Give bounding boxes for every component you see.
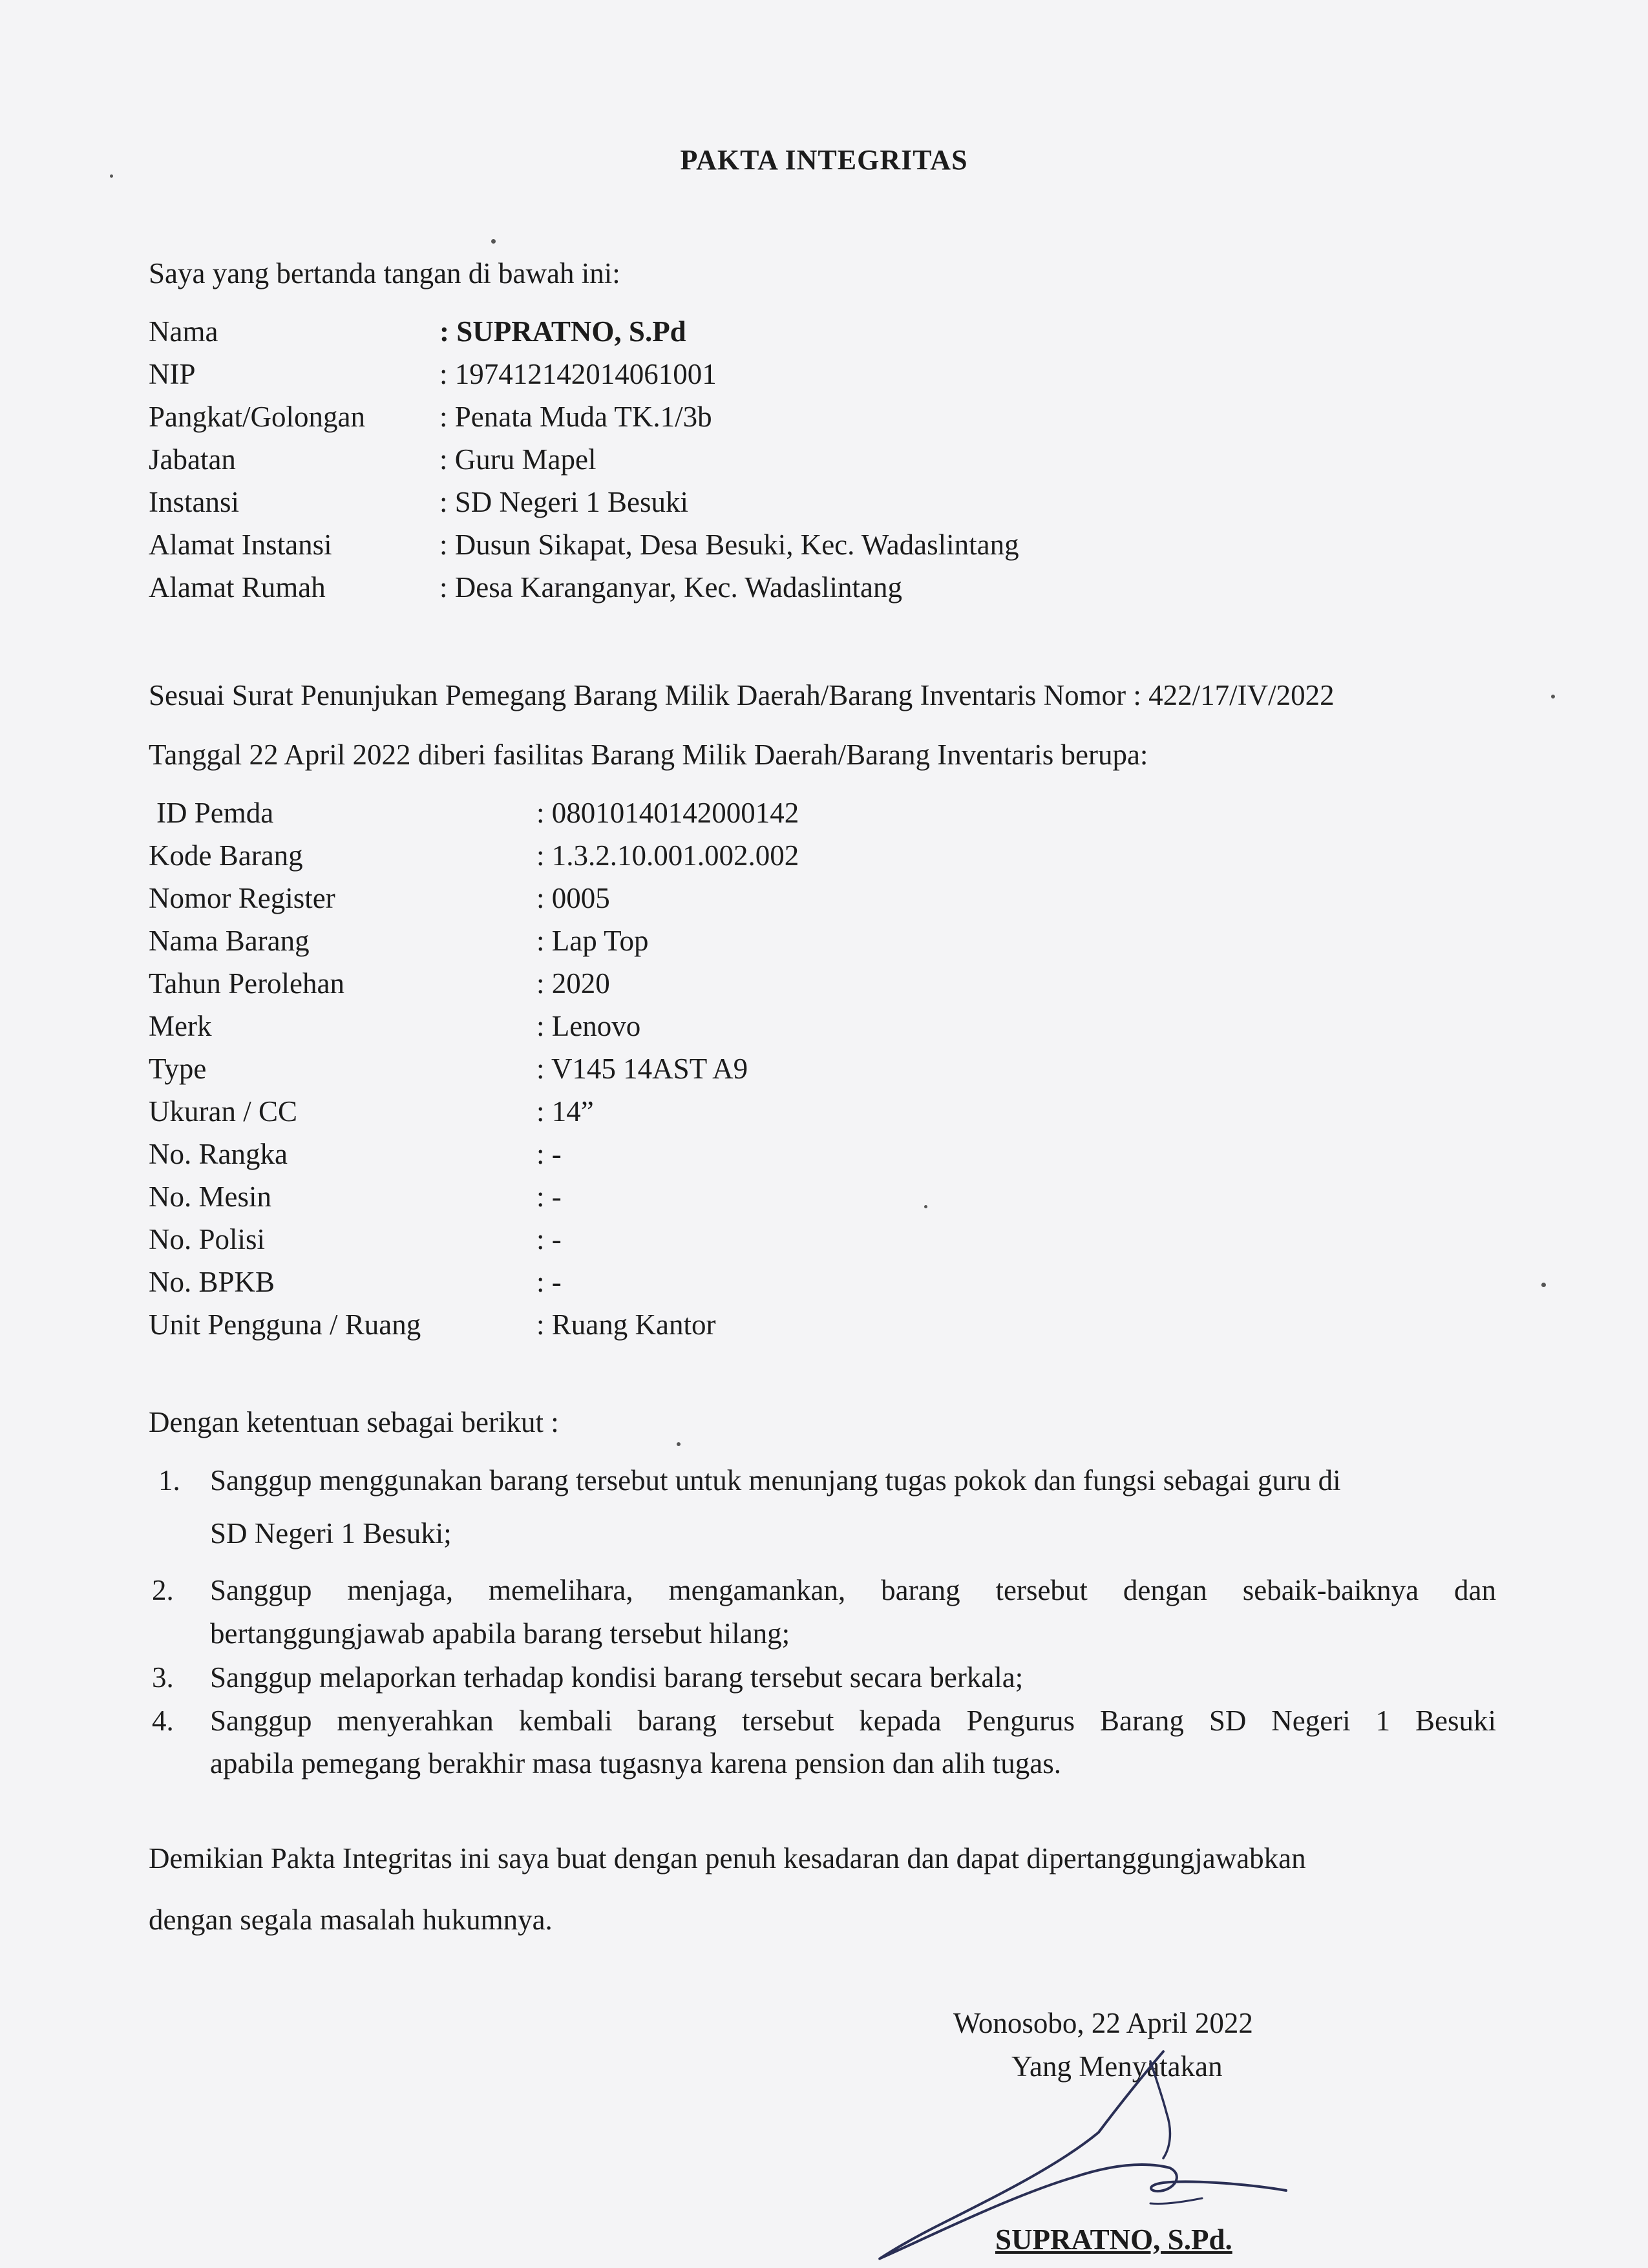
closing-line-2: dengan segala masalah hukumnya. (149, 1904, 553, 1936)
item-value: : V145 14AST A9 (536, 1053, 748, 1085)
document-title: PAKTA INTEGRITAS (680, 144, 968, 176)
identity-label: Jabatan (149, 443, 236, 476)
item-label: Unit Pengguna / Ruang (149, 1308, 421, 1341)
item-label: Nomor Register (149, 882, 335, 914)
term-text: Sanggup menyerahkan kembali barang tersebut kepada Pengurus Barang SD Negeri 1 Besuki (210, 1705, 1496, 1737)
signature-stroke (1150, 2061, 1170, 2158)
reference-text: Sesuai Surat Penunjukan Pemegang Barang Milik Daerah/Barang Inventaris Nomor : 422/17/IV/2022 (149, 679, 1335, 711)
signature-role: Yang Menyatakan (1011, 2050, 1223, 2083)
term-number: 4. (152, 1705, 174, 1737)
term-number: 3. (152, 1661, 174, 1694)
terms-intro: Dengan ketentuan sebagai berikut : (149, 1406, 559, 1438)
identity-value: : SD Negeri 1 Besuki (439, 486, 688, 518)
identity-value: : 197412142014061001 (439, 358, 717, 390)
item-label: No. BPKB (149, 1266, 275, 1298)
identity-label: NIP (149, 358, 196, 390)
scan-speck (491, 239, 496, 244)
item-value: : Ruang Kantor (536, 1308, 716, 1341)
item-value: : Lap Top (536, 925, 649, 957)
item-value: : - (536, 1266, 562, 1298)
item-label: ID Pemda (156, 797, 274, 829)
identity-value: : Dusun Sikapat, Desa Besuki, Kec. Wadaslintang (439, 529, 1019, 561)
item-label: No. Mesin (149, 1181, 271, 1213)
item-value: : - (536, 1138, 562, 1170)
signature-stroke (1150, 2198, 1202, 2204)
term-number: 2. (152, 1574, 174, 1606)
identity-value: : SUPRATNO, S.Pd (439, 315, 686, 348)
identity-label: Alamat Rumah (149, 571, 326, 604)
signature-name: SUPRATNO, S.Pd. (995, 2223, 1232, 2256)
identity-label: Instansi (149, 486, 239, 518)
item-label: Type (149, 1053, 207, 1085)
item-label: Nama Barang (149, 925, 310, 957)
scan-speck (677, 1442, 681, 1446)
identity-value: : Guru Mapel (439, 443, 597, 476)
scan-speck (1551, 695, 1555, 698)
date-line: Tanggal 22 April 2022 diberi fasilitas Barang Milik Daerah/Barang Inventaris berupa: (149, 739, 1148, 771)
intro-text: Saya yang bertanda tangan di bawah ini: (149, 257, 620, 289)
term-number: 1. (158, 1464, 180, 1496)
identity-value: : Penata Muda TK.1/3b (439, 401, 712, 433)
item-value: : 14” (536, 1095, 594, 1128)
item-label: Ukuran / CC (149, 1095, 297, 1128)
term-text: Sanggup menggunakan barang tersebut untuk menunjang tugas pokok dan fungsi sebagai guru di (210, 1464, 1341, 1496)
identity-label: Alamat Instansi (149, 529, 332, 561)
scan-speck (110, 174, 113, 178)
scan-speck (924, 1205, 927, 1208)
identity-label: Nama (149, 315, 218, 348)
term-text: SD Negeri 1 Besuki; (210, 1517, 452, 1549)
item-value: : Lenovo (536, 1010, 641, 1042)
item-label: Tahun Perolehan (149, 967, 345, 1000)
item-label: No. Rangka (149, 1138, 288, 1170)
item-value: : 2020 (536, 967, 610, 1000)
signature-place-date: Wonosobo, 22 April 2022 (953, 2007, 1253, 2039)
item-value: : - (536, 1223, 562, 1255)
item-value: : 0005 (536, 882, 610, 914)
identity-label: Pangkat/Golongan (149, 401, 365, 433)
term-text: apabila pemegang berakhir masa tugasnya karena pension dan alih tugas. (210, 1747, 1062, 1780)
identity-value: : Desa Karanganyar, Kec. Wadaslintang (439, 571, 902, 604)
item-label: Merk (149, 1010, 212, 1042)
term-text: bertanggungjawab apabila barang tersebut hilang; (210, 1617, 790, 1650)
closing-line-1: Demikian Pakta Integritas ini saya buat dengan penuh kesadaran dan dapat dipertanggungjawabkan (149, 1842, 1306, 1874)
term-text: Sanggup menjaga, memelihara, mengamankan, barang tersebut dengan sebaik-baiknya dan (210, 1574, 1496, 1606)
term-text: Sanggup melaporkan terhadap kondisi barang tersebut secara berkala; (210, 1661, 1024, 1694)
item-value: : 08010140142000142 (536, 797, 799, 829)
item-value: : 1.3.2.10.001.002.002 (536, 839, 799, 872)
item-label: No. Polisi (149, 1223, 266, 1255)
item-label: Kode Barang (149, 839, 303, 872)
scan-speck (1541, 1283, 1546, 1287)
item-value: : - (536, 1181, 562, 1213)
